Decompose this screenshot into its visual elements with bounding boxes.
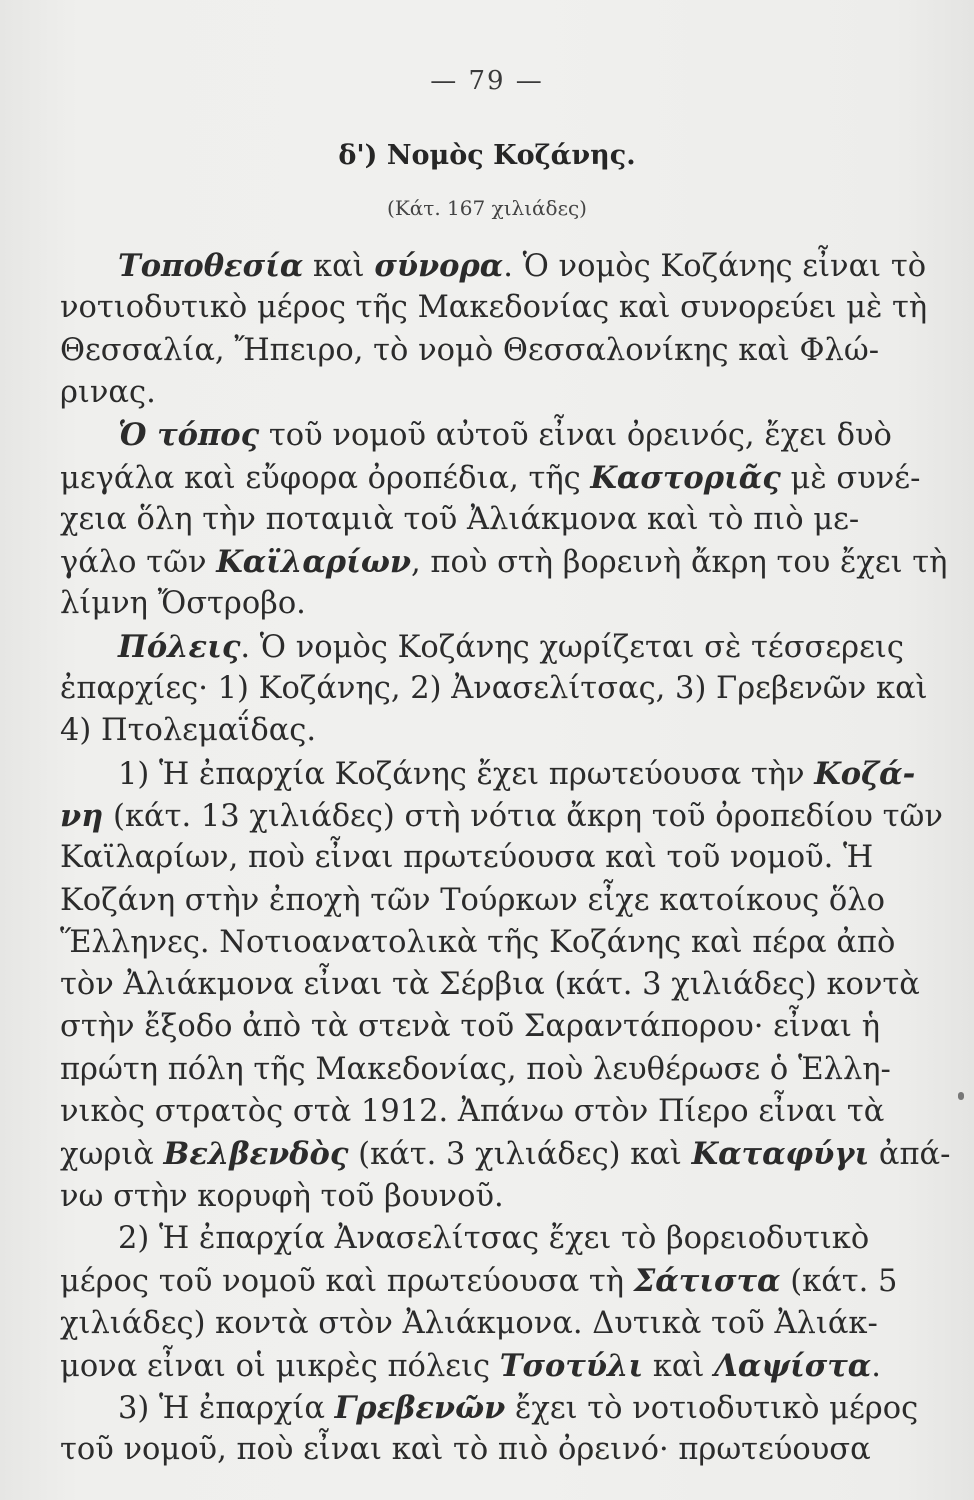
text-run: Κοζάνη στὴν ἐποχὴ τῶν Τούρκων εἶχε κατοίκους ὅλο — [60, 882, 885, 918]
text-run: μεγάλα καὶ εὔφορα ὀροπέδια, τῆς — [60, 460, 591, 496]
text-run: 3) Ἡ ἐπαρχία — [118, 1391, 335, 1427]
text-run: καὶ — [303, 249, 375, 284]
text-line — [60, 1429, 871, 1471]
emphasized-term: Καστοριᾶς — [590, 459, 781, 496]
text-run: λίμνη Ὄστροβο. — [60, 586, 306, 622]
text-line — [60, 457, 921, 500]
text-run: (κάτ. 5 — [780, 1264, 898, 1300]
text-run: χωριὰ — [60, 1137, 164, 1173]
emphasized-term: Τοποθεσία — [118, 248, 304, 284]
text-line — [60, 1345, 881, 1388]
text-run: . — [871, 1348, 881, 1384]
text-run: 1) Ἡ ἐπαρχία Κοζάνης ἔχει πρωτεύουσα τὴν — [118, 756, 815, 792]
text-line — [118, 1218, 870, 1260]
emphasized-term: Λαψίστα — [714, 1347, 872, 1384]
emphasized-term: Κοζά- — [814, 755, 916, 792]
text-run: Ἕλληνες. Νοτιοανατολικὰ τῆς Κοζάνης καὶ πέρα ἀπὸ — [60, 924, 896, 960]
emphasized-term: Καταφύγι — [691, 1136, 870, 1173]
text-line — [60, 372, 822, 414]
text-run: ἔχει τὸ νοτιοδυτικὸ μέρος — [505, 1391, 919, 1427]
text-line — [118, 753, 916, 796]
text-run: καὶ — [643, 1348, 715, 1384]
text-line — [118, 1387, 919, 1430]
emphasized-term: σύνορα — [374, 248, 504, 284]
text-line — [60, 795, 943, 838]
text-line — [60, 1260, 898, 1303]
text-line — [60, 583, 822, 625]
text-line — [60, 1176, 822, 1218]
text-run: νοτιοδυτικὸ μέρος τῆς Μακεδονίας καὶ συνορεύει μὲ τὴ — [60, 290, 928, 326]
section-subtitle: (Κάτ. 167 χιλιάδες) — [387, 196, 587, 220]
text-run: . Ὁ νομὸς Κοζάνης χωρίζεται σὲ τέσσερεις — [240, 629, 904, 665]
text-line — [60, 1091, 885, 1133]
text-line — [60, 710, 822, 752]
text-line — [60, 668, 928, 710]
emphasized-term: Καϊλαρίων — [216, 544, 412, 581]
text-run: χιλιάδες) κοντὰ στὸν Ἀλιάκμονα. Δυτικὰ τοῦ Ἀλιάκ- — [60, 1305, 878, 1341]
text-line — [60, 287, 928, 329]
text-run: Θεσσαλία, Ἤπειρο, τὸ νομὸ Θεσσαλονίκης καὶ Φλώ- — [60, 332, 880, 368]
text-run: 4) Πτολεμαΐδας. — [60, 713, 317, 749]
text-run: στὴν ἔξοδο ἀπὸ τὰ στενὰ τοῦ Σαραντάπορου· εἶναι ἡ — [60, 1009, 880, 1045]
text-line — [60, 837, 874, 879]
text-line — [60, 1133, 951, 1176]
text-line — [60, 330, 880, 372]
text-run: νικὸς στρατὸς στὰ 1912. Ἀπάνω στὸν Πίερο εἶναι τὰ — [60, 1094, 885, 1129]
text-line — [60, 880, 885, 922]
text-run: τοῦ νομοῦ, ποὺ εἶναι καὶ τὸ πιὸ ὀρεινό· πρωτεύουσα — [60, 1432, 871, 1468]
text-run: ἀπά- — [869, 1137, 951, 1173]
text-run: (κάτ. 13 χιλιάδες) στὴ νότια ἄκρη τοῦ ὀροπεδίου τῶν — [103, 798, 943, 834]
text-line — [60, 499, 860, 541]
text-run: 2) Ἡ ἐπαρχία Ἀνασελίτσας ἔχει τὸ βορειοδυτικὸ — [118, 1220, 870, 1256]
text-run: χεια ὅλη τὴν ποταμιὰ τοῦ Ἀλιάκμονα καὶ τὸ πιὸ με- — [60, 501, 860, 537]
emphasized-term: Σάτιστα — [633, 1263, 781, 1300]
text-line — [60, 922, 896, 964]
text-run: μέρος τοῦ νομοῦ καὶ πρωτεύουσα τὴ — [60, 1264, 634, 1300]
emphasized-term: Πόλεις — [118, 628, 241, 665]
emphasized-term: νη — [60, 797, 104, 834]
text-run: γάλο τῶν — [60, 545, 217, 581]
text-run: (κάτ. 3 χιλιάδες) καὶ — [348, 1137, 692, 1173]
text-line — [60, 1049, 891, 1091]
page-number: — 79 — — [430, 66, 544, 96]
text-line — [118, 414, 892, 457]
text-run: τὸν Ἀλιάκμονα εἶναι τὰ Σέρβια (κάτ. 3 χιλιάδες) κοντὰ — [60, 967, 920, 1003]
text-line — [60, 1006, 880, 1048]
text-run: νω στὴν κορυφὴ τοῦ βουνοῦ. — [60, 1178, 504, 1214]
text-run: μὲ συνέ- — [780, 460, 921, 496]
text-run: τοῦ νομοῦ αὐτοῦ εἶναι ὀρεινός, ἔχει δυὸ — [259, 418, 892, 454]
text-run: . Ὁ νομὸς Κοζάνης εἶναι τὸ — [503, 249, 927, 284]
text-line — [60, 541, 948, 584]
text-run: , ποὺ στὴ βορεινὴ ἄκρη του ἔχει τὴ — [411, 545, 948, 581]
text-line — [118, 626, 904, 669]
emphasized-term: Γρεβενῶν — [334, 1390, 506, 1427]
text-line — [118, 245, 927, 288]
section-title: δ') Νομὸς Κοζάνης. — [338, 140, 636, 171]
text-run: πρώτη πόλη τῆς Μακεδονίας, ποὺ λευθέρωσε ὁ Ἑλλη- — [60, 1051, 891, 1087]
text-line — [60, 1303, 878, 1345]
text-run: μονα εἶναι οἱ μικρὲς πόλεις — [60, 1348, 500, 1384]
emphasized-term: Τσοτύλι — [499, 1347, 644, 1384]
text-run: ἐπαρχίες· 1) Κοζάνης, 2) Ἀνασελίτσας, 3) Γρεβενῶν καὶ — [60, 671, 928, 706]
emphasized-term: Βελβενδὸς — [163, 1136, 349, 1173]
emphasized-term: Ὁ τόπος — [118, 417, 260, 454]
text-line — [60, 964, 920, 1006]
text-run: Καϊλαρίων, ποὺ εἶναι πρωτεύουσα καὶ τοῦ νομοῦ. Ἡ — [60, 840, 874, 876]
print-speck — [958, 1092, 964, 1100]
text-run: ρινας. — [60, 374, 156, 410]
